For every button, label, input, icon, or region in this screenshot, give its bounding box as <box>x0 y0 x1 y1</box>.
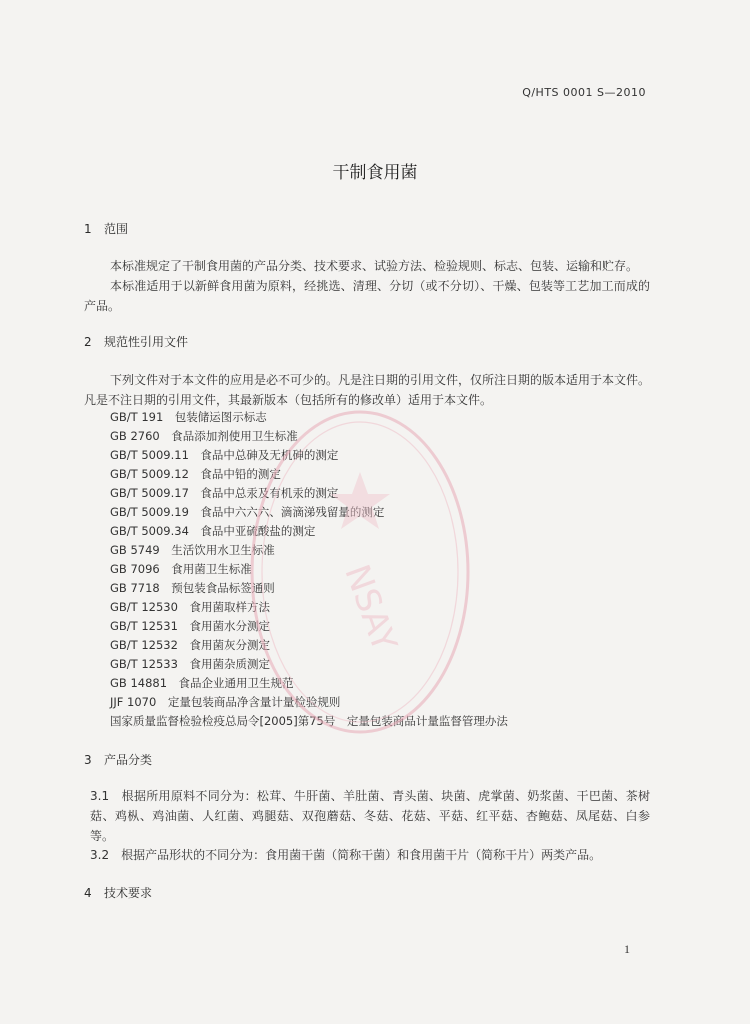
section-number: 2 <box>84 335 92 349</box>
page-number: 1 <box>624 942 630 956</box>
reference-item: GB/T 5009.12 食品中铅的测定 <box>110 467 281 481</box>
reference-item: GB 14881 食品企业通用卫生规范 <box>110 676 294 690</box>
document-title: 干制食用菌 <box>332 163 418 183</box>
reference-item: GB/T 5009.19 食品中六六六、滴滴涕残留量的测定 <box>110 505 385 519</box>
classification-3-1: 3.1 根据所用原料不同分为：松茸、牛肝菌、羊肚菌、青头菌、块菌、虎掌菌、奶浆菌、干巴菌、茶树菇、鸡枞、鸡油菌、人红菌、鸡腿菇、双孢蘑菇、冬菇、花菇、平菇、红平菇、杏鲍菇、凤尾菇、白参等。 <box>90 789 650 843</box>
svg-text:NSAY: NSAY <box>336 559 405 657</box>
reference-item: GB/T 12531 食用菌水分测定 <box>110 619 270 633</box>
section-heading-4 <box>84 884 152 901</box>
section-number: 1 <box>84 222 92 236</box>
classification-3-2: 3.2 根据产品形状的不同分为：食用菌干菌（简称干菌）和食用菌干片（简称干片）两类产品。 <box>90 848 602 862</box>
reference-item: GB 7718 预包装食品标签通则 <box>110 581 275 595</box>
scope-paragraph-1: 本标准规定了干制食用菌的产品分类、技术要求、试验方法、检验规则、标志、包装、运输和贮存。 <box>110 259 639 273</box>
refs-intro-paragraph: 下列文件对于本文件的应用是必不可少的。凡是注日期的引用文件，仅所注日期的版本适用于本文件。凡是不注日期的引用文件，其最新版本（包括所有的修改单）适用于本文件。 <box>84 373 651 407</box>
reference-item: GB/T 5009.34 食品中亚硫酸盐的测定 <box>110 524 316 538</box>
reference-item: GB 2760 食品添加剂使用卫生标准 <box>110 429 298 443</box>
reference-item: GB 5749 生活饮用水卫生标准 <box>110 543 275 557</box>
section-heading-2 <box>84 333 188 350</box>
reference-item: GB/T 5009.11 食品中总砷及无机砷的测定 <box>110 448 339 462</box>
reference-item: JJF 1070 定量包装商品净含量计量检验规则 <box>110 695 341 709</box>
normative-references-list <box>110 408 508 731</box>
document-number: Q/HTS 0001 S—2010 <box>522 86 646 99</box>
reference-item: GB/T 5009.17 食品中总汞及有机汞的测定 <box>110 486 339 500</box>
reference-item: 国家质量监督检验检疫总局令[2005]第75号 定量包装商品计量监督管理办法 <box>110 714 508 728</box>
section-number: 4 <box>84 886 92 900</box>
section-title: 规范性引用文件 <box>104 335 189 349</box>
section-title: 范围 <box>104 222 129 236</box>
reference-item: GB/T 12533 食用菌杂质测定 <box>110 657 270 671</box>
section-number: 3 <box>84 753 92 767</box>
reference-item: GB 7096 食用菌卫生标准 <box>110 562 252 576</box>
section-title: 技术要求 <box>104 886 153 900</box>
section-title: 产品分类 <box>104 753 153 767</box>
section-heading-1 <box>84 220 128 237</box>
reference-item: GB/T 12530 食用菌取样方法 <box>110 600 270 614</box>
reference-item: GB/T 191 包装储运图示标志 <box>110 410 267 424</box>
reference-item: GB/T 12532 食用菌灰分测定 <box>110 638 270 652</box>
scope-paragraph-2: 本标准适用于以新鲜食用菌为原料，经挑选、清理、分切（或不分切）、干燥、包装等工艺加工而成的产品。 <box>84 279 650 313</box>
section-heading-3 <box>84 751 152 768</box>
